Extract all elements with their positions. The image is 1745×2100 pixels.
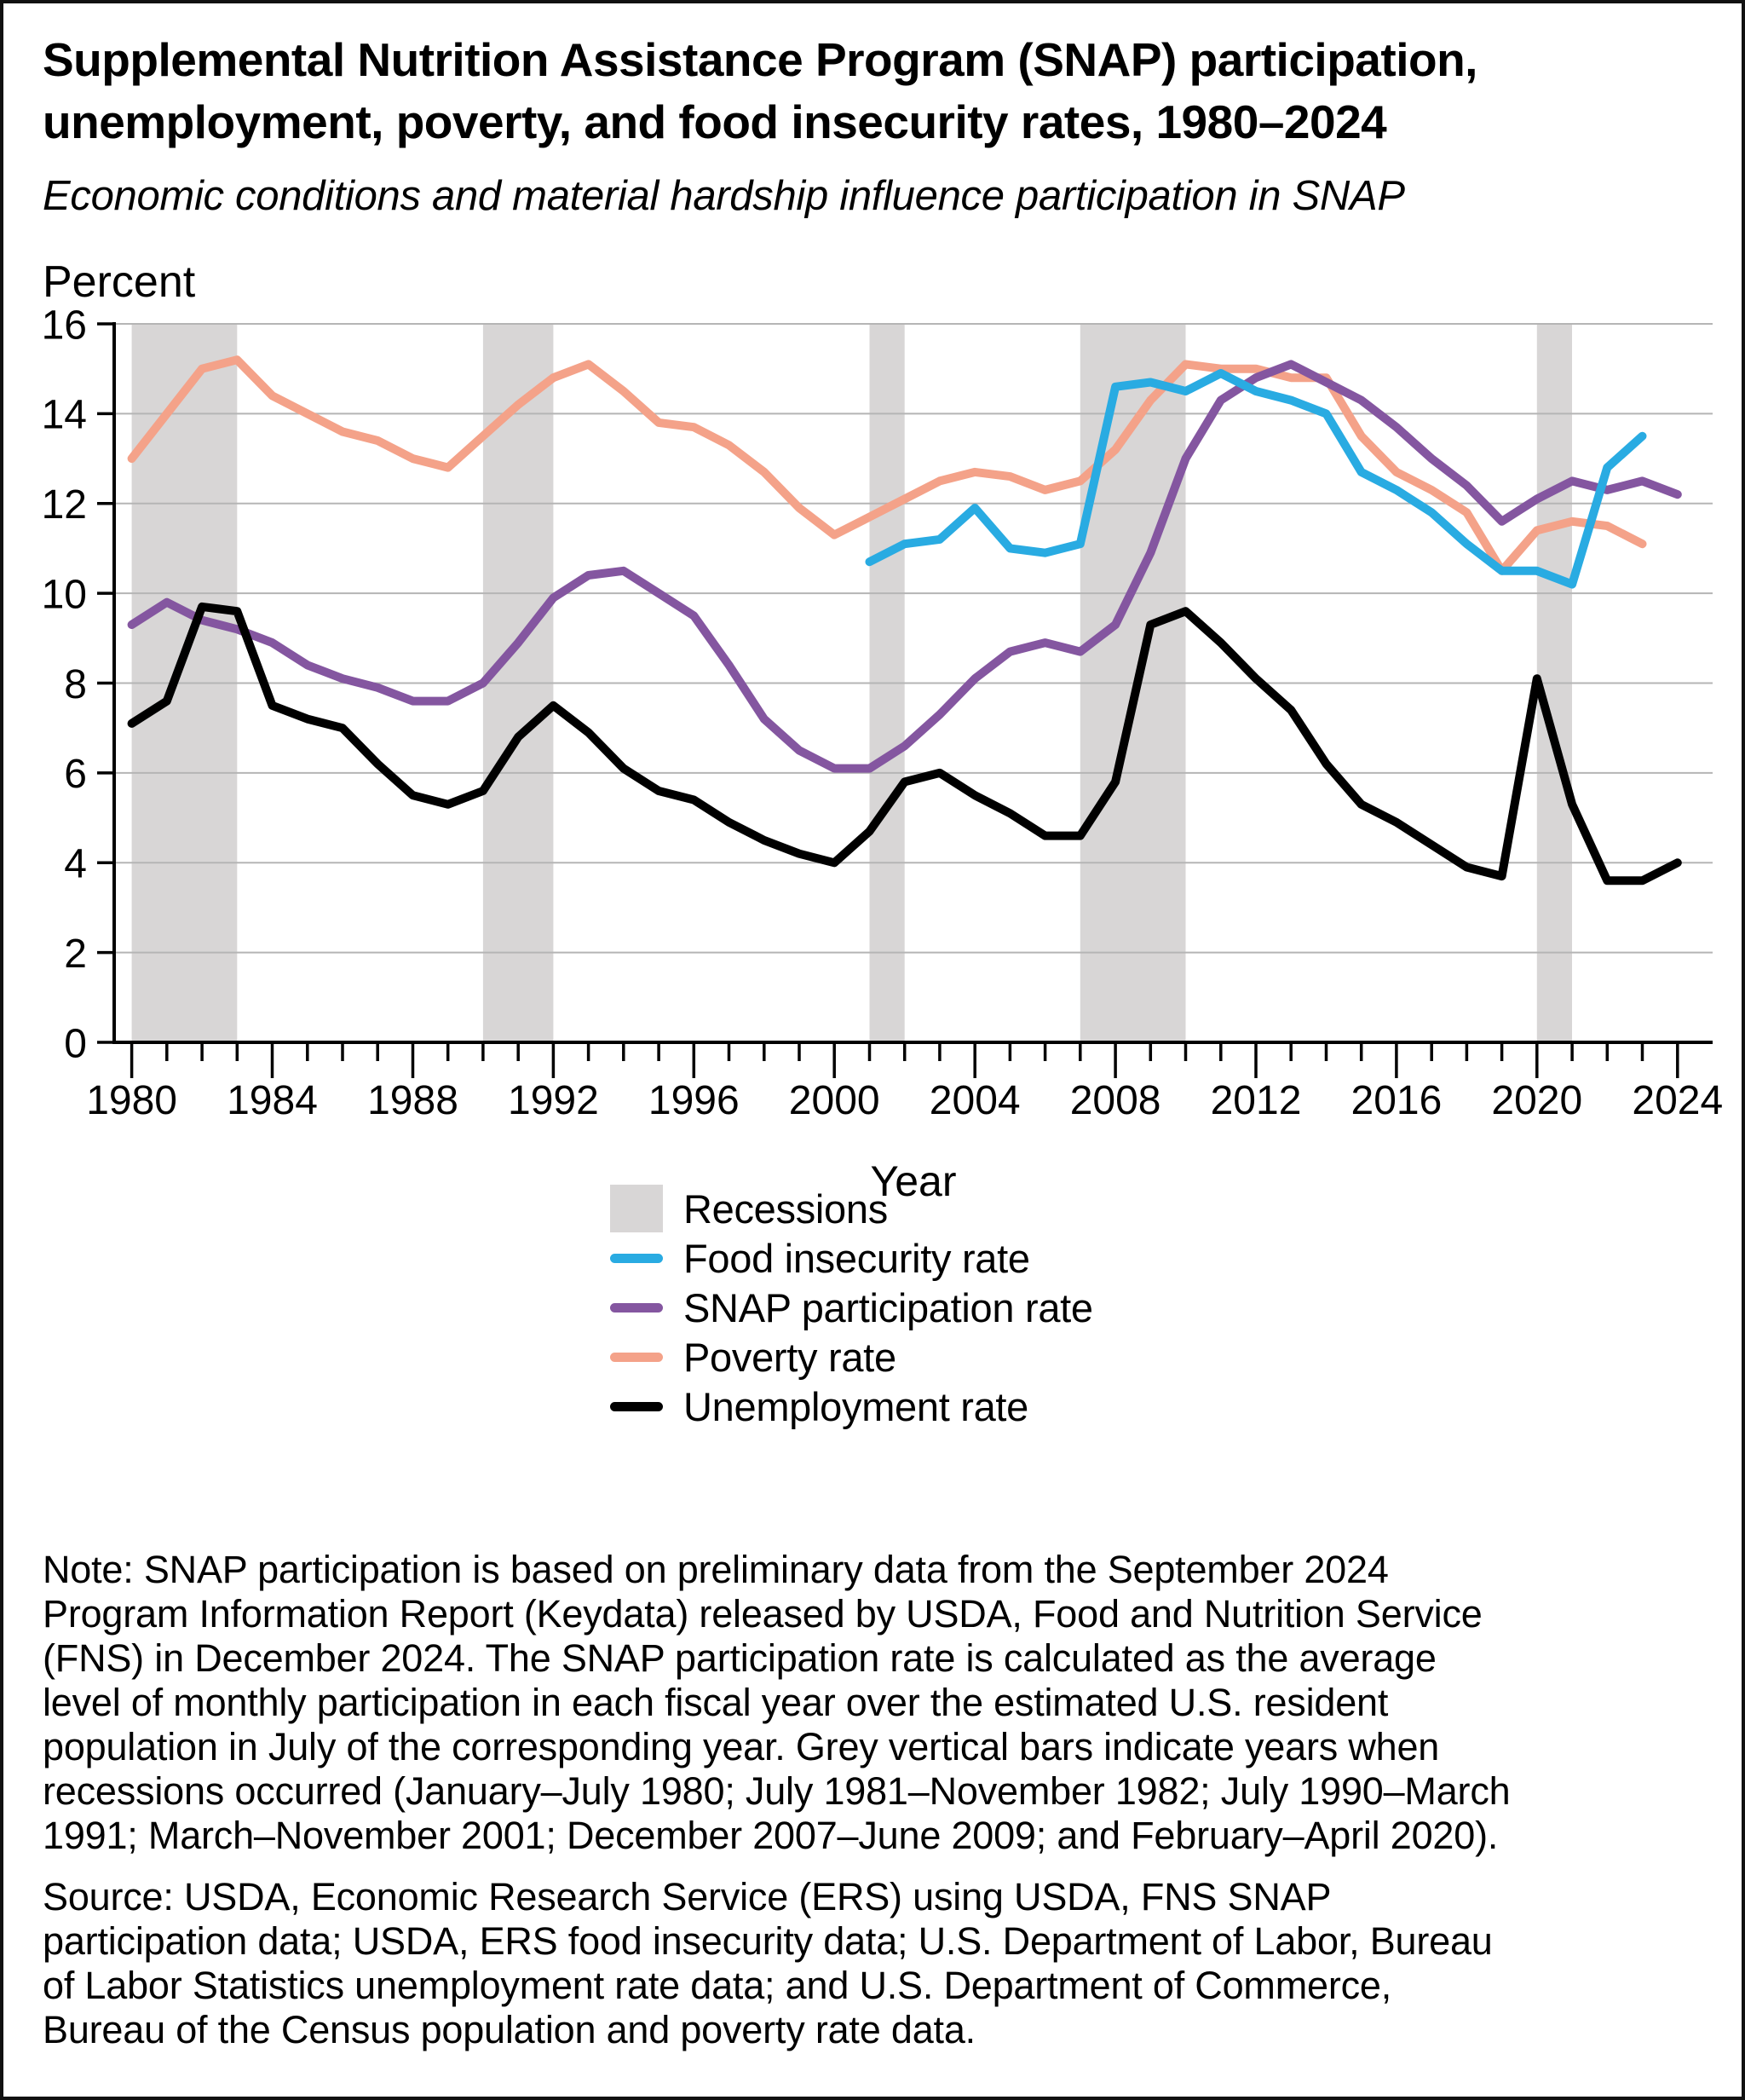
x-tick-label: 2016 [1351,1078,1443,1123]
x-tick-label: 1996 [648,1078,740,1123]
legend-item-recessions [610,1184,1093,1233]
y-tick-label: 14 [41,392,87,438]
unemployment-rate-swatch [610,1402,663,1411]
legend-item-snap-participation-rate [610,1283,1093,1332]
snap-participation-rate-swatch [610,1303,663,1312]
legend-label: Food insecurity rate [683,1235,1030,1281]
x-axis-title: Year [870,1157,957,1205]
x-tick-label: 2004 [929,1078,1021,1123]
source-text: Source: USDA, Economic Research Service (ERS) using USDA, FNS SNAP participation data; USDA, ERS food insecurity data; U.S. Department of Labor, Bureau of Labor Statistics unemployment rate data; and U.S. Department of Commerce, Bureau of the Census population and poverty rate data. [43,1875,1493,2051]
poverty-rate-swatch [610,1353,663,1362]
recessions-swatch [610,1185,663,1232]
x-tick-label: 1992 [508,1078,599,1123]
y-tick-label: 16 [41,303,87,349]
y-tick-label: 2 [64,931,87,977]
chart-plot [3,3,1745,1265]
legend [610,1184,1093,1431]
legend-label: Poverty rate [683,1334,896,1380]
y-tick-label: 4 [64,841,87,887]
x-tick-label: 1980 [86,1078,177,1123]
legend-label: SNAP participation rate [683,1284,1093,1330]
x-tick-label: 2012 [1210,1078,1302,1123]
y-axis-title: Percent [43,257,196,307]
x-tick-label: 2008 [1069,1078,1161,1123]
legend-item-food-insecurity-rate [610,1233,1093,1283]
x-tick-label: 2020 [1491,1078,1583,1123]
y-tick-label: 8 [64,661,87,707]
x-tick-label: 2000 [788,1078,880,1123]
line-food-insecurity-rate [870,373,1643,585]
x-tick-label: 1984 [227,1078,318,1123]
chart-subtitle: Economic conditions and material hardship influence participation in SNAP [43,173,1405,219]
line-snap-participation-rate [132,364,1678,768]
y-tick-label: 6 [64,752,87,798]
x-tick-label: 1988 [367,1078,458,1123]
chart-title: Supplemental Nutrition Assistance Program (SNAP) participation, unemployment, poverty, and food insecurity rates, 1980–2024 [43,33,1477,148]
legend-item-poverty-rate [610,1332,1093,1382]
note-text: Note: SNAP participation is based on preliminary data from the September 2024 Program Information Report (Keydata) released by USDA, Food and Nutrition Service (FNS) in December 2024. The SNAP participation rate is calculated as the average level of monthly participation in each fiscal year over the estimated U.S. resident population in July of the corresponding year. Grey vertical bars indicate years when recessions occurred (January–July 1980; July 1981–November 1982; July 1990–March 1991; March–November 2001; December 2007–June 2009; and February–April 2020). [43,1548,1511,1857]
legend-label: Unemployment rate [683,1383,1029,1429]
y-tick-label: 12 [41,482,87,528]
x-tick-label: 2024 [1632,1078,1724,1123]
legend-item-unemployment-rate [610,1382,1093,1431]
legend-label: Recessions [683,1186,888,1232]
y-tick-label: 0 [64,1021,87,1067]
y-tick-label: 10 [41,572,87,618]
food-insecurity-rate-swatch [610,1254,663,1263]
